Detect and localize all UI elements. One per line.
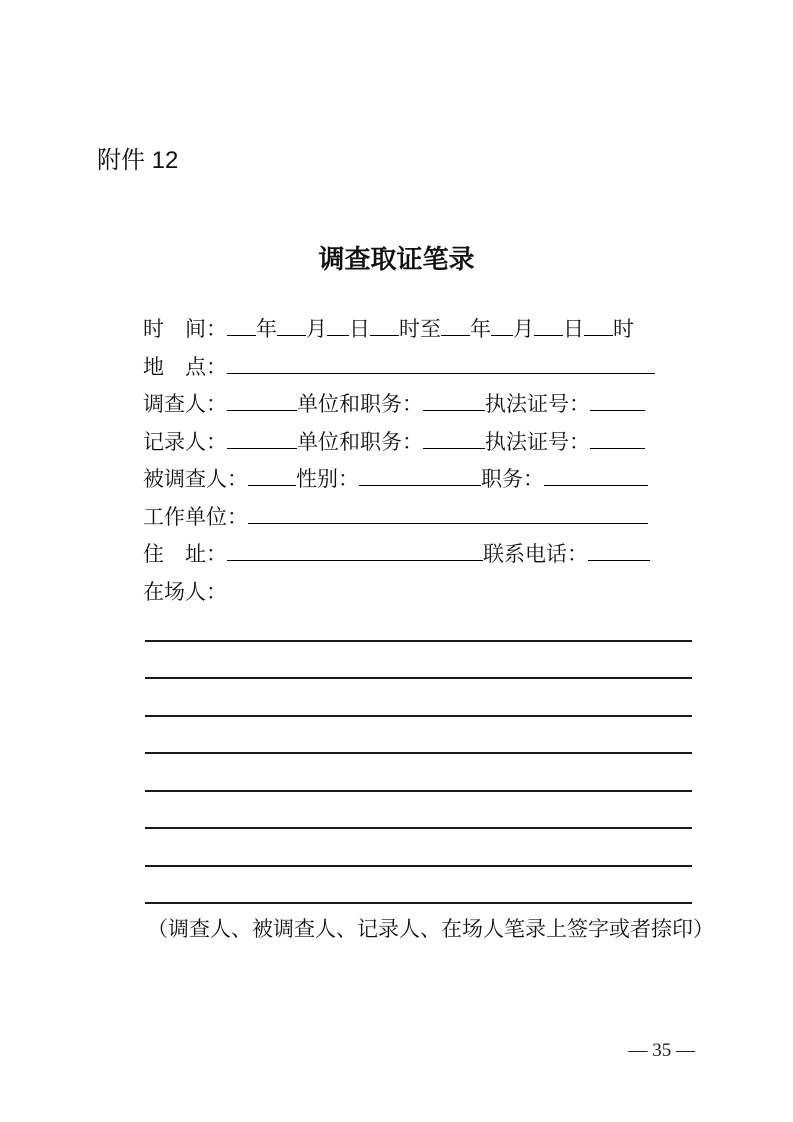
blank-underline [423, 408, 485, 411]
blank-underline [423, 446, 485, 449]
blank-underline [588, 558, 650, 561]
investigator-label: 调查人： [143, 392, 227, 416]
recorder-label: 记录人： [143, 429, 227, 454]
unit-year: 年 [256, 317, 277, 341]
blank-underline [359, 483, 481, 486]
present-label: 在场人： [143, 579, 227, 604]
license-label: 执法证号： [485, 429, 590, 454]
form-row-location [143, 349, 703, 387]
work-unit-label: 工作单位： [143, 504, 248, 529]
time-label: 时 间： [143, 317, 227, 341]
attachment-label: 附件 12 [97, 147, 179, 174]
unit-day2: 日 [563, 317, 584, 341]
phone-label: 联系电话： [483, 542, 588, 566]
blank-underline [227, 446, 297, 449]
unit-hour-to: 时至 [399, 317, 441, 341]
blank-underline [248, 521, 648, 524]
document-title: 调查取证笔录 [318, 244, 475, 274]
blank-underline [248, 483, 296, 486]
form-row-investigator [143, 386, 703, 424]
form-row-recorder [143, 424, 703, 462]
investigated-label: 被调查人： [143, 467, 248, 491]
blank-underline [227, 371, 655, 374]
record-line [145, 754, 692, 792]
record-lines [145, 604, 692, 904]
unit-month2: 月 [513, 317, 534, 341]
form-row-work-unit [143, 499, 703, 537]
record-line [145, 829, 692, 867]
blank-underline [590, 408, 645, 411]
unit-position-label: 单位和职务： [297, 392, 423, 416]
record-line [145, 642, 692, 680]
blank-underline [227, 333, 256, 336]
blank-underline [491, 333, 513, 336]
unit-day: 日 [349, 317, 370, 341]
address-label: 住 址： [143, 542, 227, 566]
unit-year2: 年 [470, 317, 491, 341]
record-line [145, 604, 692, 642]
unit-position-label: 单位和职务： [297, 429, 423, 454]
form-row-address [143, 536, 703, 574]
record-line [145, 717, 692, 755]
form-row-time [143, 311, 703, 349]
blank-underline [590, 446, 645, 449]
blank-underline [584, 333, 613, 336]
blank-underline [327, 333, 349, 336]
record-line [145, 679, 692, 717]
record-line [145, 792, 692, 830]
unit-hour2: 时 [613, 317, 634, 341]
blank-underline [534, 333, 563, 336]
blank-underline [441, 333, 470, 336]
signature-note: （调查人、被调查人、记录人、在场人笔录上签字或者捺印） [147, 917, 714, 941]
position-label: 职务： [481, 467, 544, 491]
blank-underline [277, 333, 306, 336]
unit-month: 月 [306, 317, 327, 341]
blank-underline [227, 558, 483, 561]
record-line [145, 867, 692, 905]
page-number: — 35 — [628, 1040, 695, 1061]
form-row-investigated [143, 461, 703, 499]
license-label: 执法证号： [485, 392, 590, 416]
gender-label: 性别： [296, 467, 359, 491]
blank-underline [227, 408, 297, 411]
location-label: 地 点： [143, 354, 227, 379]
blank-underline [544, 483, 648, 486]
form-body [143, 311, 703, 611]
blank-underline [370, 333, 399, 336]
